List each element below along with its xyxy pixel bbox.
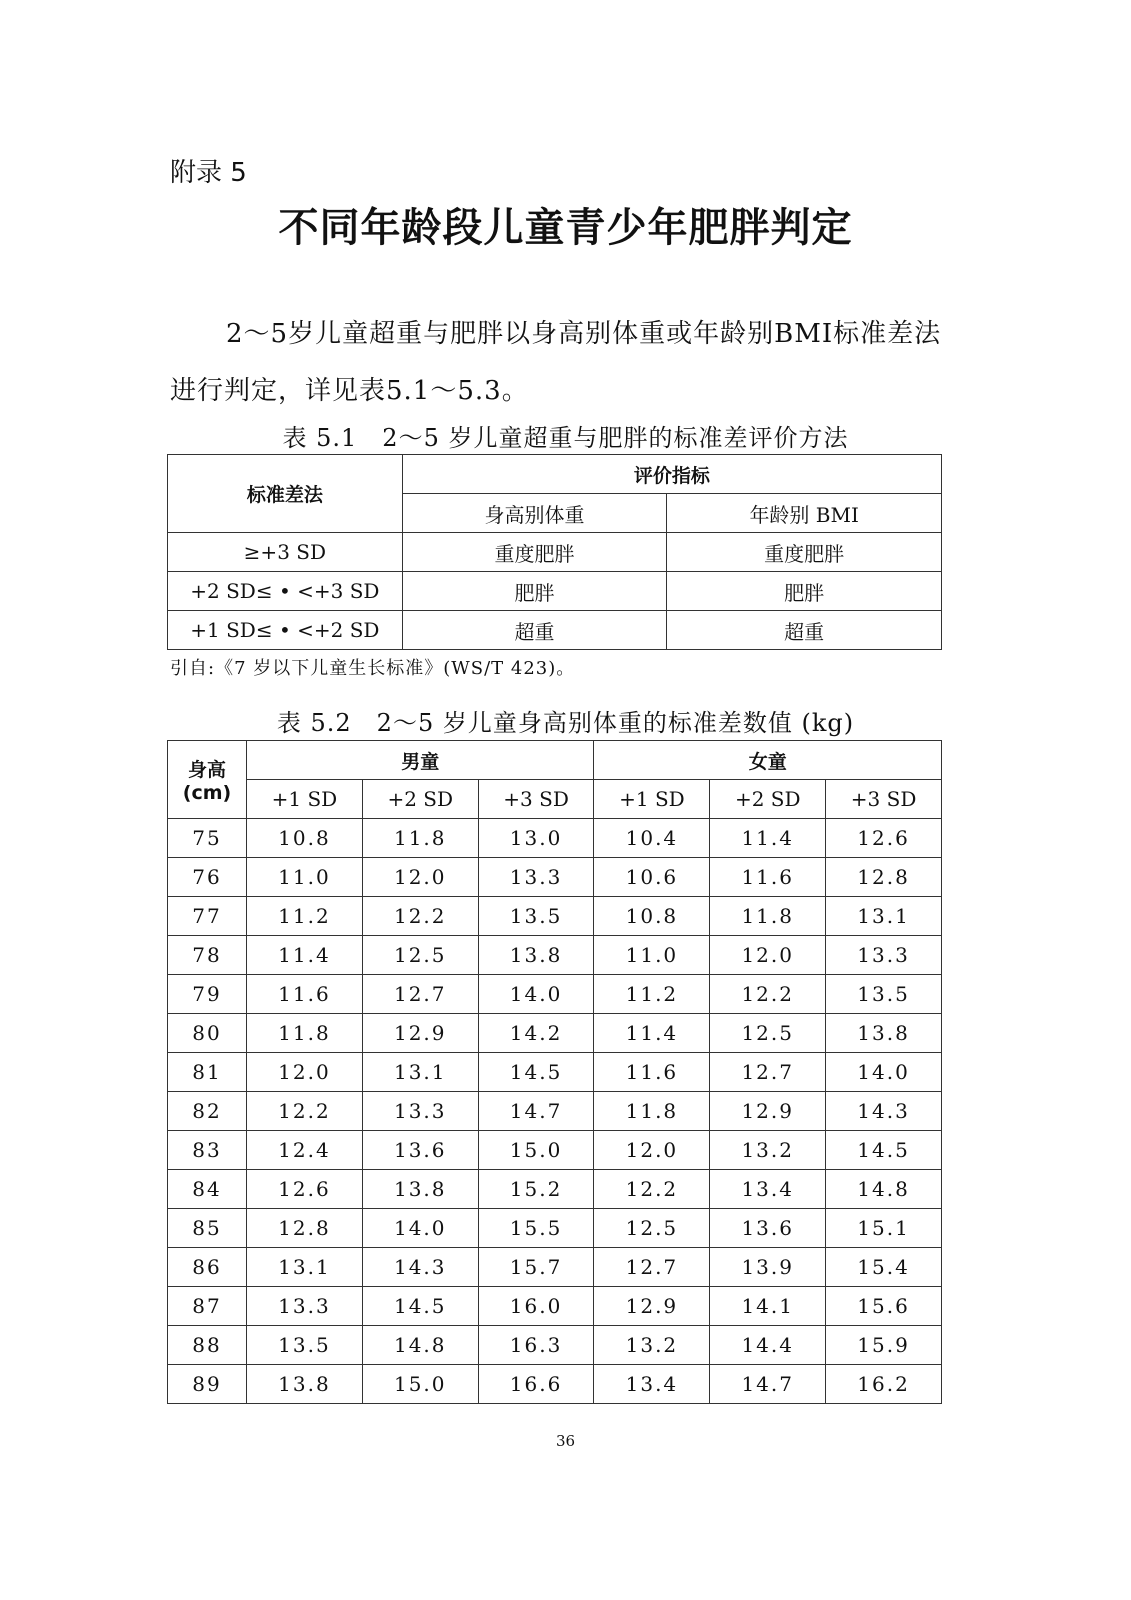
value-cell: 15.5 bbox=[478, 1209, 594, 1248]
value-cell: 14.5 bbox=[362, 1287, 478, 1326]
height-cell: 76 bbox=[168, 858, 247, 897]
value-cell: 13.9 bbox=[710, 1248, 826, 1287]
value-cell: 12.6 bbox=[826, 819, 942, 858]
method-cell: +2 SD≤ • <+3 SD bbox=[168, 572, 403, 611]
table2-row bbox=[168, 1248, 942, 1287]
value-cell: 12.0 bbox=[594, 1131, 710, 1170]
value-cell: 12.5 bbox=[710, 1014, 826, 1053]
header-bmi-for-age: 年龄别 BMI bbox=[667, 494, 942, 533]
table1-row bbox=[168, 533, 942, 572]
value-cell: 14.3 bbox=[362, 1248, 478, 1287]
value-cell: 13.3 bbox=[478, 858, 594, 897]
value-cell: 14.4 bbox=[710, 1326, 826, 1365]
value-cell: 13.1 bbox=[247, 1248, 363, 1287]
value-cell: 12.5 bbox=[362, 936, 478, 975]
height-cell: 78 bbox=[168, 936, 247, 975]
table2-weight-for-height bbox=[167, 740, 942, 1404]
value-cell: 12.9 bbox=[362, 1014, 478, 1053]
whz-cell: 重度肥胖 bbox=[402, 533, 667, 572]
table2-caption: 表 5.2 2～5 岁儿童身高别体重的标准差数值 (kg) bbox=[276, 709, 855, 737]
value-cell: 13.6 bbox=[710, 1209, 826, 1248]
value-cell: 13.5 bbox=[247, 1326, 363, 1365]
value-cell: 12.2 bbox=[710, 975, 826, 1014]
value-cell: 13.5 bbox=[826, 975, 942, 1014]
sd-header: +1 SD bbox=[594, 780, 710, 819]
value-cell: 12.2 bbox=[247, 1092, 363, 1131]
value-cell: 13.6 bbox=[362, 1131, 478, 1170]
bmi-cell: 超重 bbox=[667, 611, 942, 650]
height-cell: 89 bbox=[168, 1365, 247, 1404]
height-cell: 86 bbox=[168, 1248, 247, 1287]
table2-row bbox=[168, 1209, 942, 1248]
value-cell: 11.8 bbox=[710, 897, 826, 936]
table1-row bbox=[168, 611, 942, 650]
sd-header: +3 SD bbox=[478, 780, 594, 819]
value-cell: 13.3 bbox=[247, 1287, 363, 1326]
value-cell: 13.0 bbox=[478, 819, 594, 858]
table2-row bbox=[168, 1287, 942, 1326]
value-cell: 12.8 bbox=[247, 1209, 363, 1248]
header-weight-for-height: 身高别体重 bbox=[402, 494, 667, 533]
value-cell: 11.8 bbox=[594, 1092, 710, 1131]
sd-header: +1 SD bbox=[247, 780, 363, 819]
value-cell: 14.5 bbox=[826, 1131, 942, 1170]
height-cell: 75 bbox=[168, 819, 247, 858]
value-cell: 12.5 bbox=[594, 1209, 710, 1248]
value-cell: 13.5 bbox=[478, 897, 594, 936]
header-indicator: 评价指标 bbox=[402, 455, 941, 494]
value-cell: 12.7 bbox=[362, 975, 478, 1014]
value-cell: 15.0 bbox=[478, 1131, 594, 1170]
table2-row bbox=[168, 1170, 942, 1209]
value-cell: 14.0 bbox=[826, 1053, 942, 1092]
sd-header: +2 SD bbox=[710, 780, 826, 819]
header-girls: 女童 bbox=[594, 741, 942, 780]
table2-row bbox=[168, 1053, 942, 1092]
height-cell: 82 bbox=[168, 1092, 247, 1131]
header-height-label: 身高 bbox=[187, 759, 226, 781]
table2-row bbox=[168, 1131, 942, 1170]
height-cell: 84 bbox=[168, 1170, 247, 1209]
value-cell: 11.0 bbox=[594, 936, 710, 975]
height-cell: 85 bbox=[168, 1209, 247, 1248]
value-cell: 14.3 bbox=[826, 1092, 942, 1131]
table2-row bbox=[168, 819, 942, 858]
value-cell: 11.6 bbox=[710, 858, 826, 897]
value-cell: 15.9 bbox=[826, 1326, 942, 1365]
value-cell: 13.4 bbox=[710, 1170, 826, 1209]
sd-header: +2 SD bbox=[362, 780, 478, 819]
sd-header: +3 SD bbox=[826, 780, 942, 819]
value-cell: 16.3 bbox=[478, 1326, 594, 1365]
bmi-cell: 重度肥胖 bbox=[667, 533, 942, 572]
value-cell: 13.8 bbox=[247, 1365, 363, 1404]
table2-row bbox=[168, 897, 942, 936]
value-cell: 11.8 bbox=[247, 1014, 363, 1053]
value-cell: 16.0 bbox=[478, 1287, 594, 1326]
table1-caption: 表 5.1 2～5 岁儿童超重与肥胖的标准差评价方法 bbox=[282, 424, 849, 452]
value-cell: 11.0 bbox=[247, 858, 363, 897]
appendix-label: 附录 5 bbox=[170, 158, 247, 188]
value-cell: 14.8 bbox=[362, 1326, 478, 1365]
value-cell: 12.8 bbox=[826, 858, 942, 897]
value-cell: 15.2 bbox=[478, 1170, 594, 1209]
value-cell: 15.6 bbox=[826, 1287, 942, 1326]
value-cell: 13.3 bbox=[362, 1092, 478, 1131]
height-cell: 88 bbox=[168, 1326, 247, 1365]
value-cell: 13.3 bbox=[826, 936, 942, 975]
table2-row bbox=[168, 975, 942, 1014]
value-cell: 12.2 bbox=[594, 1170, 710, 1209]
value-cell: 10.8 bbox=[594, 897, 710, 936]
value-cell: 12.0 bbox=[247, 1053, 363, 1092]
value-cell: 10.4 bbox=[594, 819, 710, 858]
value-cell: 12.7 bbox=[594, 1248, 710, 1287]
method-cell: +1 SD≤ • <+2 SD bbox=[168, 611, 403, 650]
value-cell: 11.6 bbox=[247, 975, 363, 1014]
table2-row bbox=[168, 1014, 942, 1053]
page-title: 不同年龄段儿童青少年肥胖判定 bbox=[278, 205, 853, 251]
height-cell: 87 bbox=[168, 1287, 247, 1326]
table1-source: 引自:《7 岁以下儿童生长标准》(WS/T 423)。 bbox=[170, 658, 576, 679]
header-height-unit: (cm) bbox=[182, 782, 232, 804]
header-method: 标准差法 bbox=[168, 455, 403, 533]
value-cell: 11.6 bbox=[594, 1053, 710, 1092]
bmi-cell: 肥胖 bbox=[667, 572, 942, 611]
value-cell: 16.6 bbox=[478, 1365, 594, 1404]
header-height bbox=[168, 741, 247, 819]
value-cell: 12.9 bbox=[594, 1287, 710, 1326]
table2-row bbox=[168, 1365, 942, 1404]
value-cell: 14.5 bbox=[478, 1053, 594, 1092]
value-cell: 14.1 bbox=[710, 1287, 826, 1326]
table1-sd-evaluation bbox=[167, 454, 942, 650]
value-cell: 12.0 bbox=[362, 858, 478, 897]
value-cell: 15.7 bbox=[478, 1248, 594, 1287]
value-cell: 11.2 bbox=[247, 897, 363, 936]
table2-row bbox=[168, 936, 942, 975]
page-number: 36 bbox=[555, 1432, 576, 1450]
value-cell: 13.8 bbox=[826, 1014, 942, 1053]
value-cell: 11.4 bbox=[247, 936, 363, 975]
value-cell: 12.9 bbox=[710, 1092, 826, 1131]
value-cell: 12.2 bbox=[362, 897, 478, 936]
value-cell: 14.2 bbox=[478, 1014, 594, 1053]
table2-row bbox=[168, 1326, 942, 1365]
value-cell: 13.1 bbox=[362, 1053, 478, 1092]
table1-row bbox=[168, 572, 942, 611]
value-cell: 13.2 bbox=[710, 1131, 826, 1170]
height-cell: 80 bbox=[168, 1014, 247, 1053]
header-boys: 男童 bbox=[247, 741, 594, 780]
value-cell: 11.4 bbox=[710, 819, 826, 858]
whz-cell: 超重 bbox=[402, 611, 667, 650]
method-cell: ≥+3 SD bbox=[168, 533, 403, 572]
value-cell: 13.1 bbox=[826, 897, 942, 936]
value-cell: 10.6 bbox=[594, 858, 710, 897]
value-cell: 11.4 bbox=[594, 1014, 710, 1053]
value-cell: 16.2 bbox=[826, 1365, 942, 1404]
value-cell: 12.0 bbox=[710, 936, 826, 975]
value-cell: 13.4 bbox=[594, 1365, 710, 1404]
height-cell: 81 bbox=[168, 1053, 247, 1092]
value-cell: 14.0 bbox=[362, 1209, 478, 1248]
value-cell: 14.7 bbox=[478, 1092, 594, 1131]
value-cell: 14.8 bbox=[826, 1170, 942, 1209]
value-cell: 15.0 bbox=[362, 1365, 478, 1404]
value-cell: 13.8 bbox=[362, 1170, 478, 1209]
value-cell: 10.8 bbox=[247, 819, 363, 858]
value-cell: 12.6 bbox=[247, 1170, 363, 1209]
value-cell: 15.4 bbox=[826, 1248, 942, 1287]
value-cell: 13.8 bbox=[478, 936, 594, 975]
value-cell: 14.7 bbox=[710, 1365, 826, 1404]
height-cell: 77 bbox=[168, 897, 247, 936]
value-cell: 15.1 bbox=[826, 1209, 942, 1248]
value-cell: 13.2 bbox=[594, 1326, 710, 1365]
value-cell: 12.7 bbox=[710, 1053, 826, 1092]
value-cell: 11.2 bbox=[594, 975, 710, 1014]
height-cell: 79 bbox=[168, 975, 247, 1014]
table2-row bbox=[168, 1092, 942, 1131]
value-cell: 14.0 bbox=[478, 975, 594, 1014]
whz-cell: 肥胖 bbox=[402, 572, 667, 611]
intro-paragraph: 2～5岁儿童超重与肥胖以身高别体重或年龄别BMI标准差法进行判定，详见表5.1～5.3。 bbox=[170, 319, 942, 406]
height-cell: 83 bbox=[168, 1131, 247, 1170]
table2-row bbox=[168, 858, 942, 897]
value-cell: 12.4 bbox=[247, 1131, 363, 1170]
value-cell: 11.8 bbox=[362, 819, 478, 858]
